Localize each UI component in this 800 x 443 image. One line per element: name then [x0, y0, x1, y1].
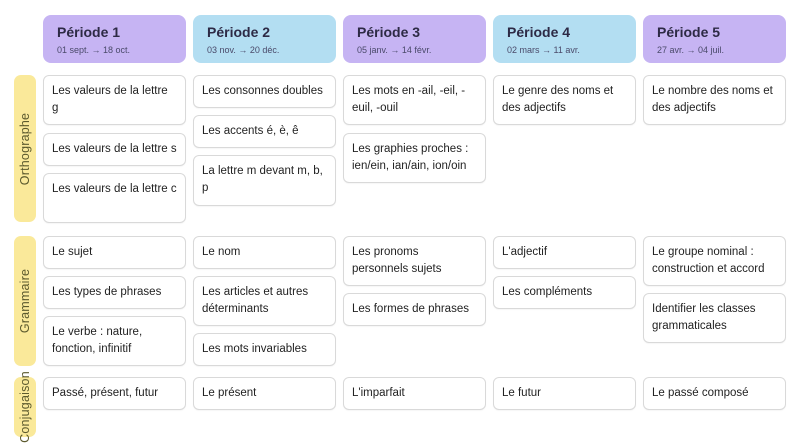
period-title: Période 5 [657, 24, 721, 40]
period-header-4 [493, 15, 636, 63]
period-title: Période 1 [57, 24, 121, 40]
period-dates: 01 sept. → 18 oct. [57, 45, 131, 55]
period-title: Période 3 [357, 24, 421, 40]
period-dates: 03 nov. → 20 déc. [207, 45, 280, 55]
lesson-card[interactable]: Les pronoms personnels sujets [343, 236, 486, 286]
period-title: Période 2 [207, 24, 271, 40]
period-dates: 02 mars → 11 avr. [507, 45, 580, 55]
lesson-card[interactable]: Le passé composé [643, 377, 786, 410]
period-header-1 [43, 15, 186, 63]
lesson-card[interactable]: Passé, présent, futur [43, 377, 186, 410]
period-header-2 [193, 15, 336, 63]
lesson-card[interactable]: Les graphies proches : ien/ein, ian/ain, ion/oin [343, 133, 486, 183]
lesson-card[interactable]: Le futur [493, 377, 636, 410]
lesson-card[interactable]: Le nombre des noms et des adjectifs [643, 75, 786, 125]
period-dates: 27 avr. → 04 juil. [657, 45, 725, 55]
subject-grammaire [14, 236, 36, 366]
lesson-card[interactable]: Le nom [193, 236, 336, 269]
lesson-card[interactable]: Les compléments [493, 276, 636, 309]
subject-label: Grammaire [18, 268, 32, 334]
lesson-card[interactable]: Les mots en -ail, -eil, -euil, -ouil [343, 75, 486, 125]
lesson-card[interactable]: Les accents é, è, ê [193, 115, 336, 148]
lesson-card[interactable]: Le genre des noms et des adjectifs [493, 75, 636, 125]
lesson-card[interactable]: Le présent [193, 377, 336, 410]
lesson-card[interactable]: Les valeurs de la lettre c [43, 173, 186, 223]
subject-label: Conjugaison [18, 371, 32, 443]
subject-label: Orthographe [18, 112, 32, 185]
lesson-card[interactable]: Les valeurs de la lettre g [43, 75, 186, 125]
period-header-5 [643, 15, 786, 63]
lesson-card[interactable]: Les articles et autres déterminants [193, 276, 336, 326]
lesson-card[interactable]: Les formes de phrases [343, 293, 486, 326]
lesson-card[interactable]: L'imparfait [343, 377, 486, 410]
lesson-card[interactable]: Identifier les classes grammaticales [643, 293, 786, 343]
lesson-card[interactable]: L'adjectif [493, 236, 636, 269]
period-title: Période 4 [507, 24, 571, 40]
lesson-card[interactable]: Les mots invariables [193, 333, 336, 366]
lesson-card[interactable]: La lettre m devant m, b, p [193, 155, 336, 206]
period-header-3 [343, 15, 486, 63]
lesson-card[interactable]: Le verbe : nature, fonction, infinitif [43, 316, 186, 366]
period-dates: 05 janv. → 14 févr. [357, 45, 432, 55]
lesson-card[interactable]: Les consonnes doubles [193, 75, 336, 108]
subject-orthographe [14, 75, 36, 222]
lesson-card[interactable]: Le sujet [43, 236, 186, 269]
lesson-card[interactable]: Les valeurs de la lettre s [43, 133, 186, 166]
lesson-card[interactable]: Le groupe nominal : construction et accord [643, 236, 786, 286]
subject-conjugaison [14, 371, 36, 443]
lesson-card[interactable]: Les types de phrases [43, 276, 186, 309]
